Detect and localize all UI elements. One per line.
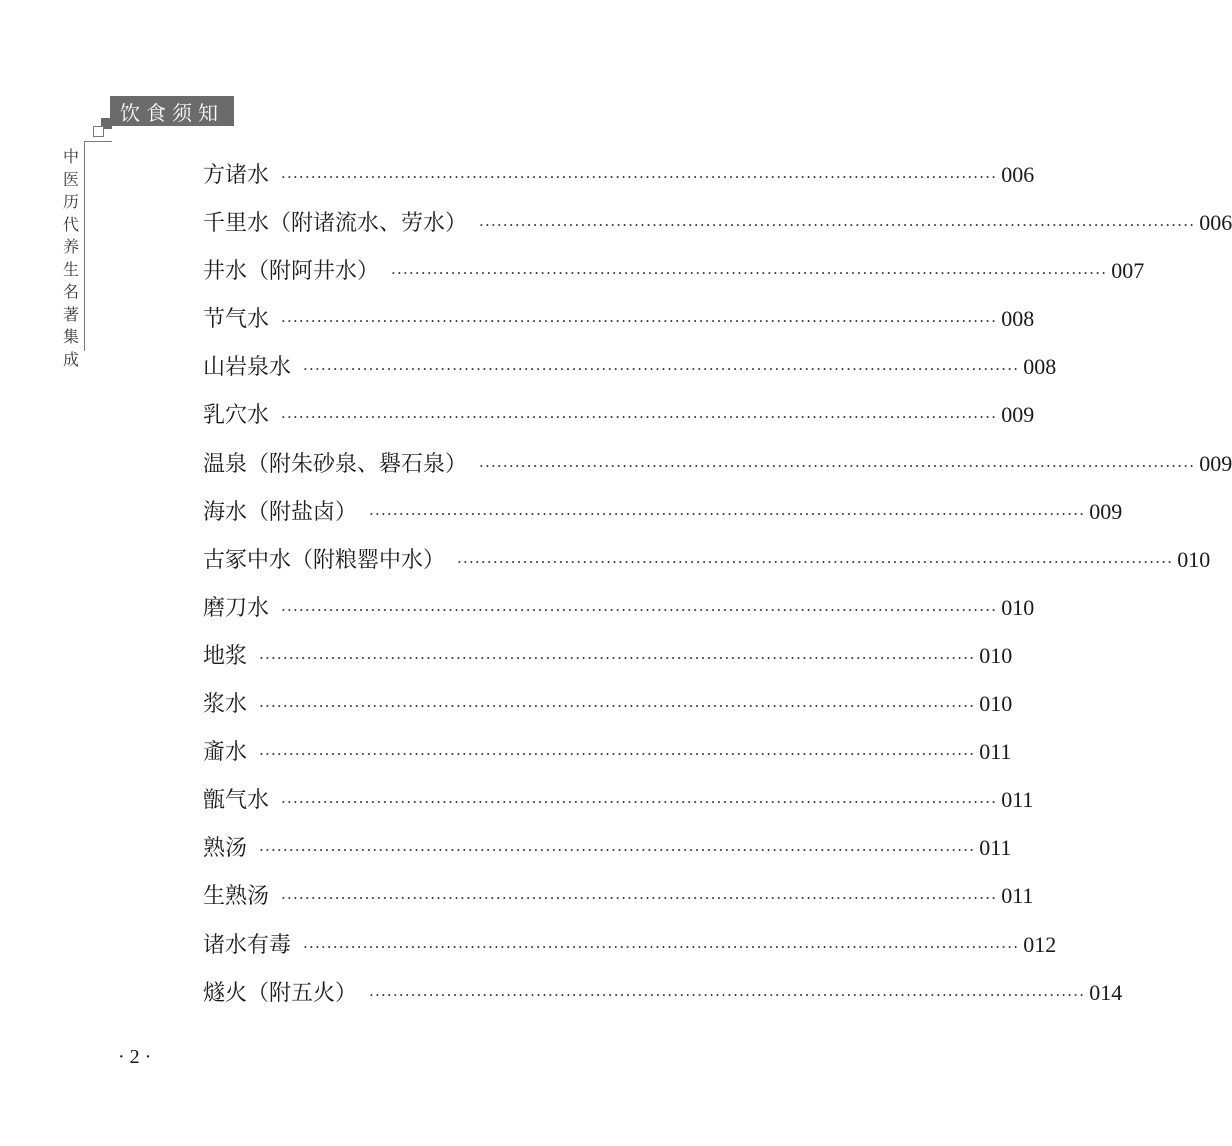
toc-entry-title: 温泉（附朱砂泉、礜石泉） (203, 451, 468, 477)
page-number: · 2 · (118, 1046, 152, 1068)
toc-entry-title: 磨刀水 (203, 595, 270, 621)
toc-leader-dots: ························································································································ (259, 697, 976, 716)
toc-entry-title: 生熟汤 (203, 884, 270, 910)
toc-entry-title: 古冢中水（附粮罂中水） (203, 547, 446, 573)
decorative-square (93, 126, 104, 137)
toc-entry-page: 008 (1023, 354, 1057, 380)
toc-leader-dots: ························································································································ (369, 504, 1086, 523)
toc-entry-page: 010 (979, 691, 1013, 717)
running-header-label: 饮食须知 (120, 100, 224, 125)
running-header-tab (110, 96, 234, 126)
toc-leader-dots: ························································································································ (281, 408, 998, 427)
toc-entry-title: 齑水 (203, 740, 248, 766)
toc-entry[interactable] (203, 495, 1123, 543)
toc-entry[interactable] (203, 831, 1012, 879)
toc-entry-page: 007 (1111, 258, 1145, 284)
toc-entry-page: 011 (1001, 787, 1034, 813)
toc-entry-title: 甑气水 (203, 788, 270, 814)
toc-entry-page: 012 (1023, 931, 1057, 957)
toc-entry-page: 009 (1001, 402, 1035, 428)
toc-leader-dots: ························································································································ (391, 264, 1108, 283)
toc-entry-page: 011 (979, 739, 1012, 765)
toc-entry[interactable] (203, 591, 1035, 639)
toc-entry-title: 方诸水 (203, 163, 270, 188)
toc-entry-title: 浆水 (203, 692, 248, 718)
toc-entry-page: 011 (1001, 883, 1034, 909)
toc-leader-dots: ························································································································ (259, 745, 976, 764)
toc-entry-page: 010 (979, 642, 1013, 668)
toc-leader-dots: ························································································································ (259, 841, 976, 860)
toc-leader-dots: ························································································································ (479, 216, 1196, 235)
toc-leader-dots: ························································································································ (479, 456, 1196, 475)
table-of-contents (203, 158, 1232, 1024)
toc-entry-title: 井水（附阿井水） (203, 259, 380, 285)
toc-entry[interactable] (203, 206, 1232, 254)
toc-entry[interactable] (203, 158, 1035, 206)
decorative-rule (84, 141, 85, 351)
toc-entry-page: 011 (979, 835, 1012, 861)
series-title-vertical: 中医历代养生名著集成 (62, 147, 79, 369)
toc-entry-page: 008 (1001, 306, 1035, 332)
decorative-rule (84, 141, 112, 142)
toc-entry[interactable] (203, 976, 1123, 1024)
toc-leader-dots: ························································································································ (303, 360, 1020, 379)
toc-entry-title: 燧火（附五火） (203, 980, 358, 1006)
toc-entry-title: 乳穴水 (203, 403, 270, 429)
toc-entry-title: 千里水（附诸流水、劳水） (203, 211, 468, 237)
toc-entry-page: 009 (1089, 498, 1123, 524)
toc-entry-title: 山岩泉水 (203, 355, 292, 381)
toc-leader-dots: ························································································································ (259, 648, 976, 667)
toc-leader-dots: ························································································································ (281, 168, 998, 186)
toc-entry[interactable] (203, 302, 1035, 350)
toc-entry[interactable] (203, 639, 1013, 687)
toc-leader-dots: ························································································································ (281, 600, 998, 619)
toc-entry-title: 节气水 (203, 307, 270, 333)
toc-entry-title: 诸水有毒 (203, 932, 292, 958)
toc-entry-page: 010 (1177, 546, 1211, 572)
toc-leader-dots: ························································································································ (303, 937, 1020, 956)
toc-entry-page: 010 (1001, 594, 1035, 620)
toc-leader-dots: ························································································································ (457, 552, 1174, 571)
toc-entry-page: 006 (1199, 210, 1232, 236)
toc-entry[interactable] (203, 687, 1013, 735)
toc-entry[interactable] (203, 350, 1057, 398)
toc-entry-title: 地浆 (203, 643, 248, 669)
toc-entry[interactable] (203, 447, 1232, 495)
toc-entry-title: 熟汤 (203, 836, 248, 862)
toc-entry[interactable] (203, 783, 1034, 831)
toc-entry[interactable] (203, 879, 1034, 927)
toc-leader-dots: ························································································································ (281, 793, 998, 812)
toc-entry-page: 014 (1089, 979, 1123, 1005)
toc-entry[interactable] (203, 543, 1211, 591)
toc-leader-dots: ························································································································ (281, 889, 998, 908)
toc-entry-page: 006 (1001, 162, 1035, 187)
toc-entry[interactable] (203, 928, 1057, 976)
toc-entry[interactable] (203, 254, 1145, 302)
toc-entry-title: 海水（附盐卤） (203, 499, 358, 525)
toc-entry[interactable] (203, 398, 1035, 446)
toc-leader-dots: ························································································································ (369, 985, 1086, 1004)
toc-entry-page: 009 (1199, 450, 1232, 476)
toc-entry[interactable] (203, 735, 1012, 783)
toc-leader-dots: ························································································································ (281, 312, 998, 331)
